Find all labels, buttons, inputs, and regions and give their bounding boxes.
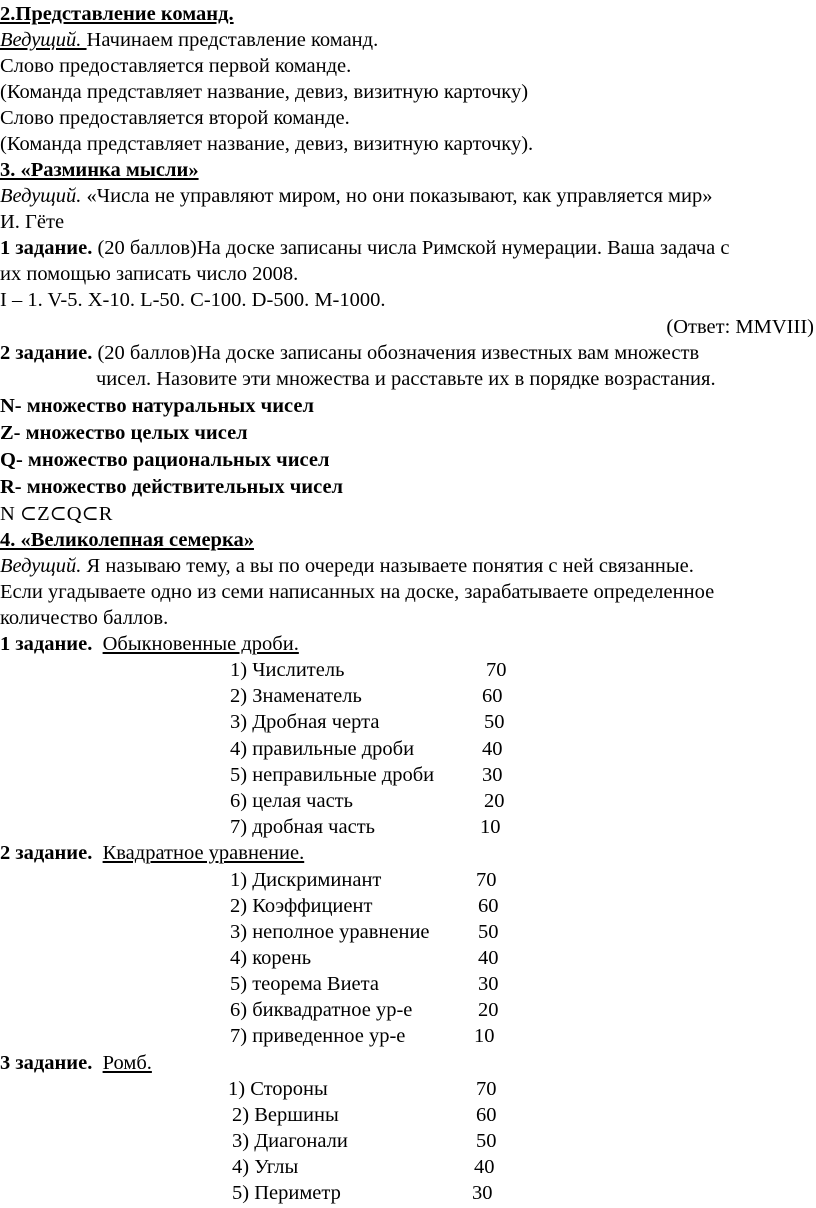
task2-label: 2 задание. bbox=[0, 342, 93, 364]
item-name: 3) неполное уравнение bbox=[230, 921, 430, 943]
item-points: 50 bbox=[478, 921, 499, 943]
item-points: 20 bbox=[484, 790, 505, 812]
section2-line-1: Слово предоставляется первой команде. bbox=[0, 55, 352, 77]
item-points: 70 bbox=[476, 869, 497, 891]
section2-line-2: (Команда представляет название, девиз, визитную карточку) bbox=[0, 81, 529, 103]
set-integer: Z- множество целых чисел bbox=[0, 422, 248, 444]
task1-answer: (Ответ: MMVIII) bbox=[666, 316, 814, 338]
task2-line bbox=[0, 340, 699, 366]
task2-text: (20 баллов)На доске записаны обозначения известных вам множеств bbox=[92, 342, 700, 364]
task1-text: (20 баллов)На доске записаны числа Римской нумерации. Ваша задача с bbox=[92, 237, 730, 259]
item-points: 50 bbox=[476, 1130, 497, 1152]
host-text: Начинаем представление команд. bbox=[86, 29, 379, 51]
item-points: 50 bbox=[484, 711, 505, 733]
quote-author: И. Гёте bbox=[0, 211, 65, 233]
item-points: 60 bbox=[482, 685, 503, 707]
item-name: 2) Вершины bbox=[232, 1104, 339, 1126]
section4-intro-2: Если угадываете одно из семи написанных на доске, зарабатываете определенное bbox=[0, 581, 715, 603]
item-name: 3) Диагонали bbox=[232, 1130, 348, 1152]
item-name: 7) дробная часть bbox=[230, 816, 376, 838]
item-name: 2) Знаменатель bbox=[230, 685, 362, 707]
section2-line-3: Слово предоставляется второй команде. bbox=[0, 107, 350, 129]
item-points: 10 bbox=[480, 816, 501, 838]
item-points: 30 bbox=[472, 1182, 493, 1204]
set-rational: Q- множество рациональных чисел bbox=[0, 449, 330, 471]
quote-text: «Числа не управляют миром, но они показывают, как управляется мир» bbox=[81, 185, 713, 207]
section4-intro-line bbox=[0, 553, 694, 579]
item-points: 60 bbox=[478, 895, 499, 917]
item-name: 7) приведенное ур-е bbox=[230, 1025, 406, 1047]
item-name: 5) Периметр bbox=[232, 1182, 341, 1204]
item-name: 1) Числитель bbox=[230, 659, 345, 681]
item-name: 3) Дробная черта bbox=[230, 711, 380, 733]
s4-task3-line bbox=[0, 1050, 152, 1076]
item-points: 20 bbox=[478, 999, 499, 1021]
intro-text: Я называю тему, а вы по очереди называете понятия с ней связанные. bbox=[81, 555, 694, 577]
item-points: 30 bbox=[478, 973, 499, 995]
set-chain: N ⊂Z⊂Q⊂R bbox=[0, 503, 113, 525]
item-points: 10 bbox=[474, 1025, 495, 1047]
item-name: 5) теорема Виета bbox=[230, 973, 379, 995]
section4-heading: 4. «Великолепная семерка» bbox=[0, 529, 254, 551]
section2-line-4: (Команда представляет название, девиз, визитную карточку). bbox=[0, 133, 534, 155]
item-points: 40 bbox=[482, 738, 503, 760]
section3-heading: 3. «Разминка мысли» bbox=[0, 159, 199, 181]
section3-quote-line bbox=[0, 183, 712, 209]
item-points: 40 bbox=[474, 1156, 495, 1178]
section2-heading: 2.Представление команд. bbox=[0, 3, 234, 25]
s4-task2-line bbox=[0, 840, 304, 866]
item-points: 30 bbox=[482, 764, 503, 786]
task1-line bbox=[0, 235, 729, 261]
item-points: 40 bbox=[478, 947, 499, 969]
s4-task1-line bbox=[0, 631, 299, 657]
item-name: 6) биквадратное ур-е bbox=[230, 999, 413, 1021]
item-name: 2) Коэффициент bbox=[230, 895, 373, 917]
host-label: Ведущий. bbox=[0, 185, 82, 207]
item-name: 4) правильные дроби bbox=[230, 738, 415, 760]
item-points: 60 bbox=[476, 1104, 497, 1126]
task1-label: 1 задание. bbox=[0, 237, 93, 259]
s4-task3-topic: Ромб. bbox=[102, 1052, 152, 1074]
item-name: 5) неправильные дроби bbox=[230, 764, 435, 786]
item-points: 70 bbox=[476, 1078, 497, 1100]
set-natural: N- множество натуральных чисел bbox=[0, 395, 314, 417]
item-name: 1) Дискриминант bbox=[230, 869, 382, 891]
host-label: Ведущий. bbox=[0, 555, 82, 577]
roman-numerals: I – 1. V-5. X-10. L-50. C-100. D-500. M-1000. bbox=[0, 289, 386, 311]
item-name: 4) Углы bbox=[232, 1156, 299, 1178]
s4-task1-topic: Обыкновенные дроби. bbox=[102, 633, 299, 655]
item-name: 1) Стороны bbox=[228, 1078, 328, 1100]
item-points: 70 bbox=[486, 659, 507, 681]
task1-text-2: их помощью записать число 2008. bbox=[0, 263, 299, 285]
section2-host-line bbox=[0, 27, 378, 53]
host-label: Ведущий. bbox=[0, 29, 87, 51]
set-real: R- множество действительных чисел bbox=[0, 476, 344, 498]
s4-task2-topic: Квадратное уравнение. bbox=[102, 842, 305, 864]
item-name: 6) целая часть bbox=[230, 790, 353, 812]
s4-task3-label: 3 задание. bbox=[0, 1052, 93, 1074]
s4-task2-label: 2 задание. bbox=[0, 842, 93, 864]
s4-task1-label: 1 задание. bbox=[0, 633, 93, 655]
task2-text-2: чисел. Назовите эти множества и расставьте их в порядке возрастания. bbox=[96, 368, 716, 390]
item-name: 4) корень bbox=[230, 947, 312, 969]
section4-intro-3: количество баллов. bbox=[0, 607, 169, 629]
